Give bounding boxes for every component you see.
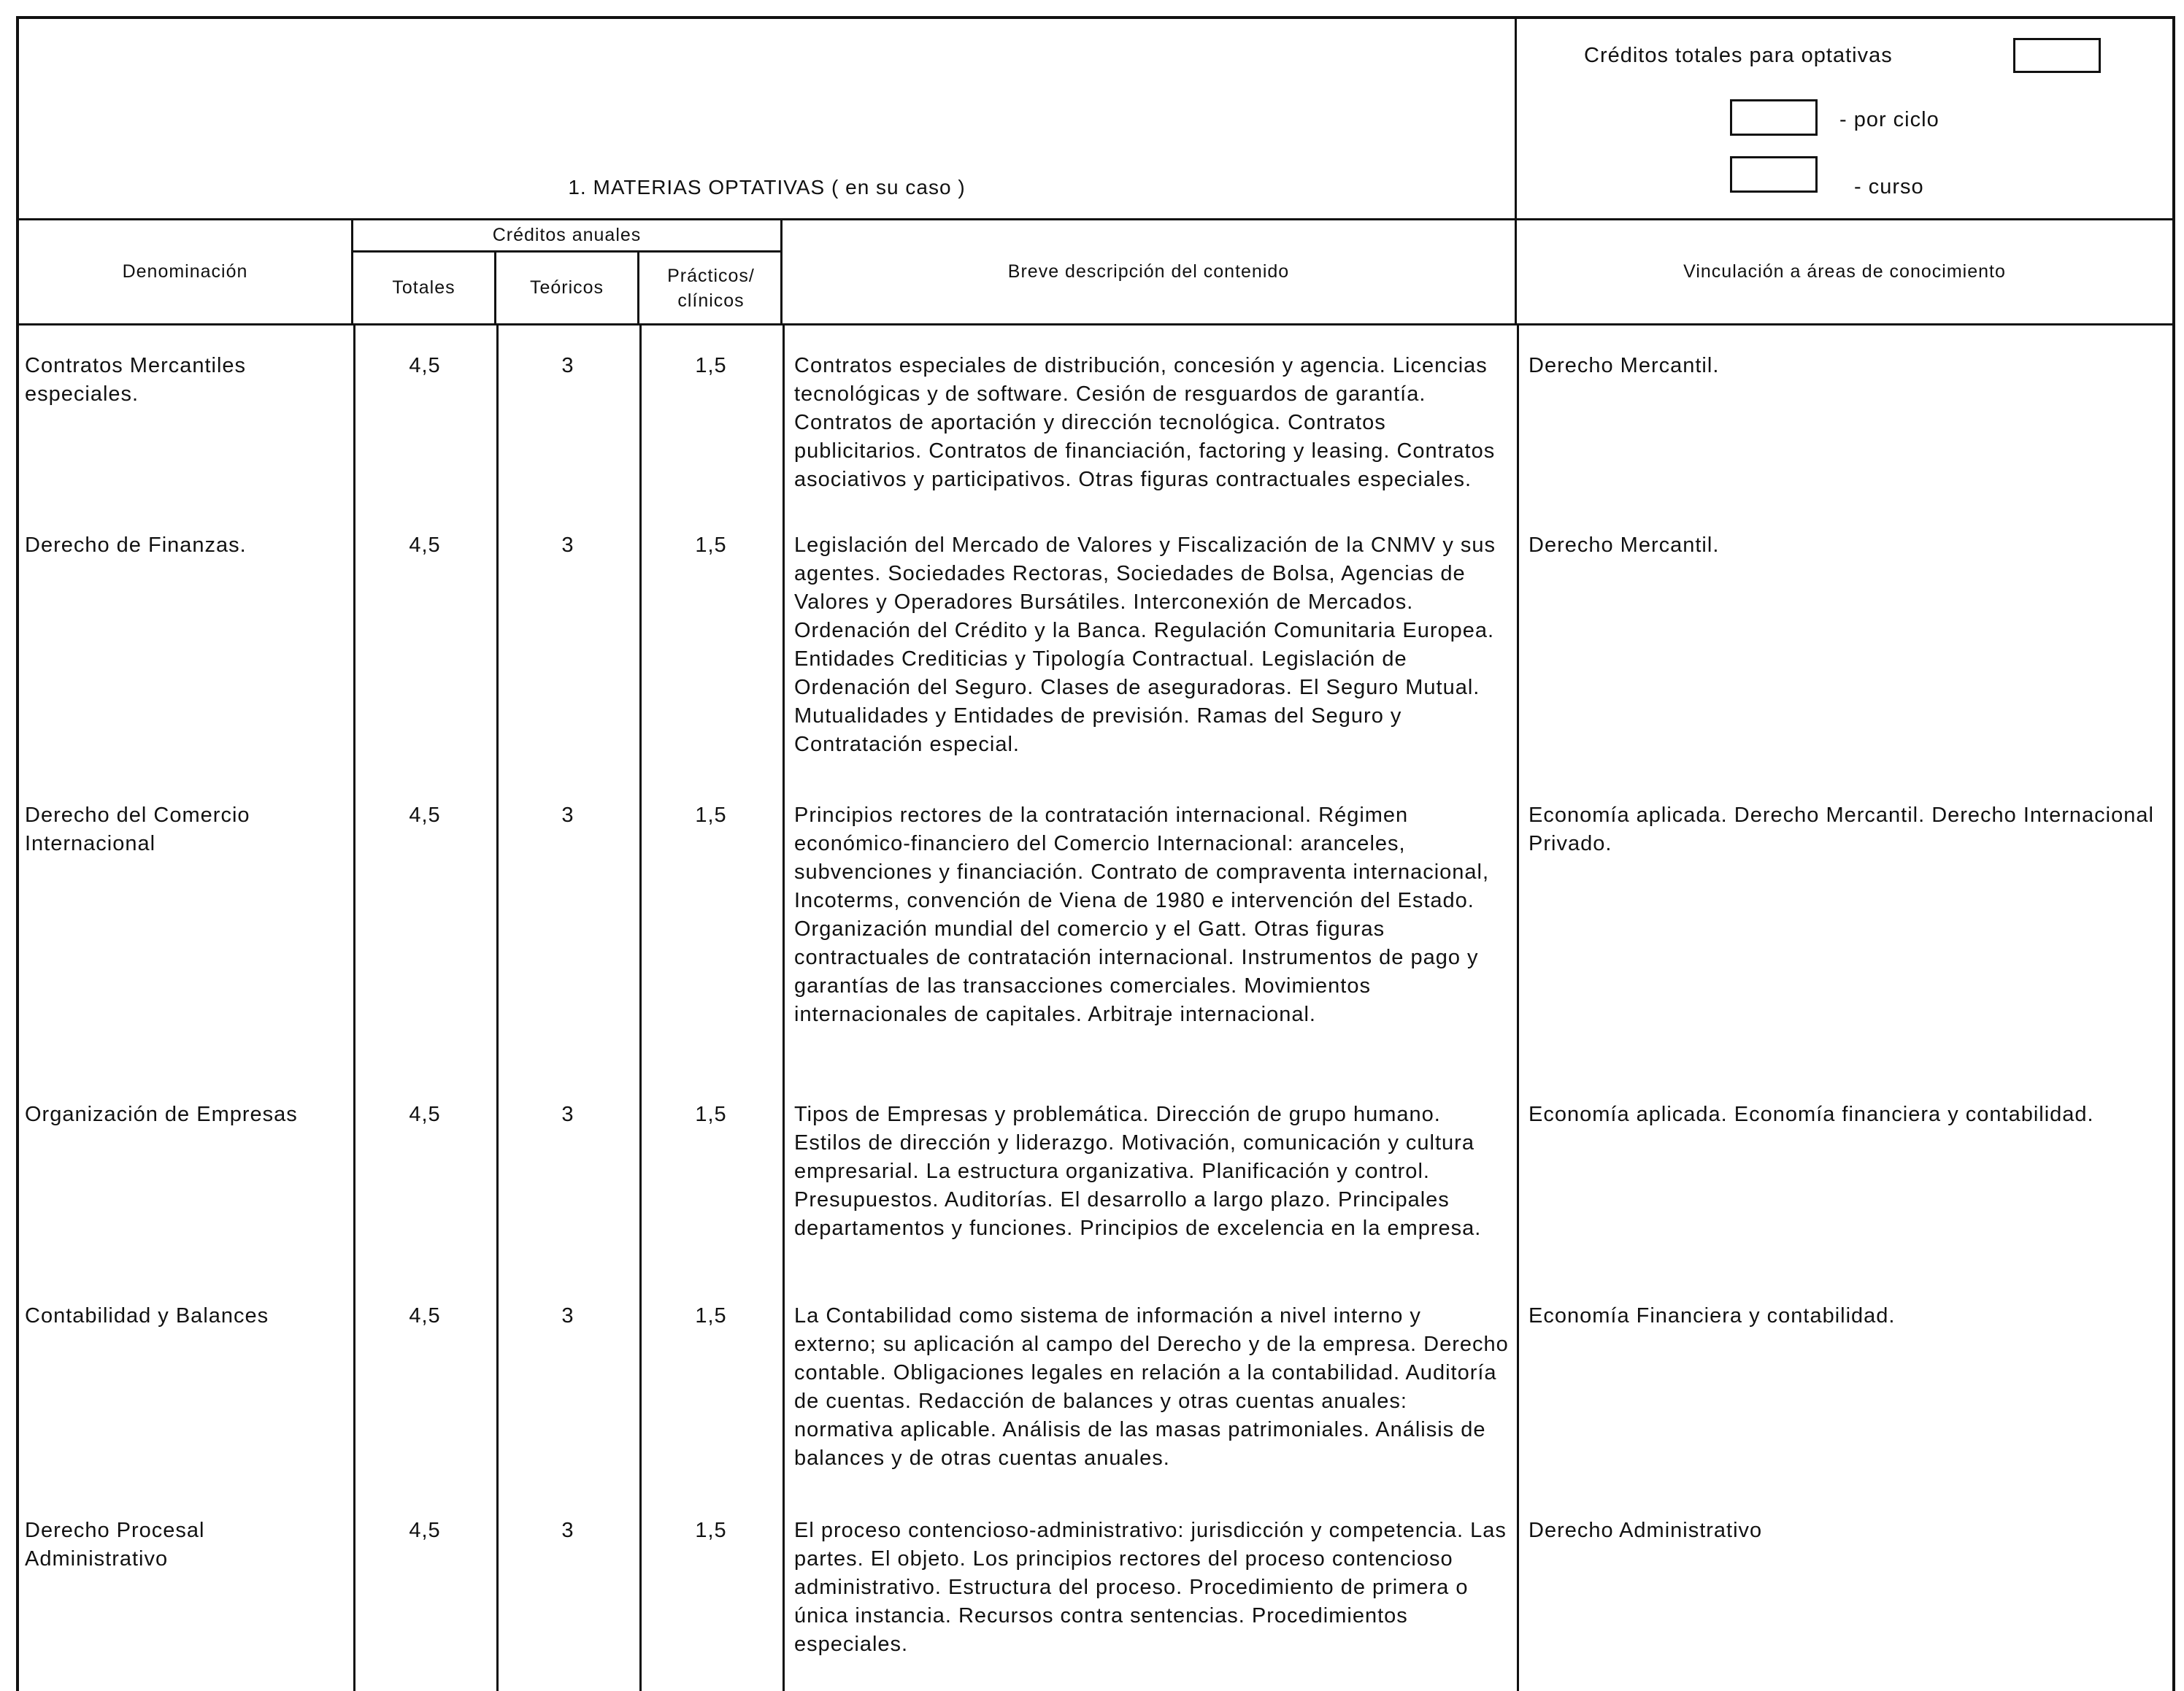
per-cycle-label: - por ciclo: [1839, 108, 1939, 131]
row-teoricos: 3: [561, 1304, 574, 1328]
total-credits-label: Créditos totales para optativas: [1584, 44, 1893, 67]
row-descripcion: Tipos de Empresas y problemática. Dirección de grupo humano. Estilos de dirección y liderazgo. Motivación, comunicación y cultura empresarial. La estructura organizativa. Planificación y control. Presupuestos. Auditorías. El desarrollo a largo plazo. Principales departamentos y funciones. Principios de excelencia en la empresa.: [794, 1103, 1482, 1240]
row-teoricos: 3: [561, 354, 574, 377]
col-totales: Totales: [353, 253, 496, 323]
row-practicos: 1,5: [695, 804, 727, 827]
row-practicos: 1,5: [695, 534, 727, 557]
row-practicos: 1,5: [695, 1519, 727, 1542]
column-rule: [639, 326, 642, 1691]
table-body: [19, 326, 2172, 1691]
col-vinculacion: Vinculación a áreas de conocimiento: [1683, 261, 2006, 282]
column-rule: [783, 326, 785, 1691]
row-vinculacion: Derecho Mercantil.: [1529, 534, 1720, 557]
row-practicos: 1,5: [695, 1304, 727, 1328]
row-denominacion: Organización de Empresas: [25, 1103, 298, 1126]
row-vinculacion: Economía aplicada. Derecho Mercantil. Derecho Internacional Privado.: [1529, 804, 2154, 855]
col-group-creditos: [353, 220, 783, 323]
row-teoricos: 3: [561, 1519, 574, 1542]
per-course-label: - curso: [1854, 175, 1924, 199]
per-cycle-box: [1730, 99, 1818, 136]
row-totales: 4,5: [409, 354, 441, 377]
row-descripcion: La Contabilidad como sistema de información a nivel interno y externo; su aplicación al campo del Derecho y de la empresa. Derecho contable. Obligaciones legales en relación a la contabilidad. Auditoría de cuentas. Redacción de balances y otras cuentas anuales: normativa aplicable. Análisis de las masas patrimoniales. Análisis de balances y de otras cuentas anuales.: [794, 1304, 1509, 1470]
row-vinculacion: Derecho Administrativo: [1529, 1519, 1763, 1542]
total-credits-box: [2013, 38, 2101, 73]
row-teoricos: 3: [561, 1103, 574, 1126]
column-header-row: [19, 220, 2172, 326]
row-teoricos: 3: [561, 534, 574, 557]
row-totales: 4,5: [409, 1103, 441, 1126]
col-creditos-anuales: Créditos anuales: [353, 220, 780, 253]
header-title-cell: [19, 19, 1517, 218]
row-totales: 4,5: [409, 1519, 441, 1542]
row-denominacion: Contabilidad y Balances: [25, 1304, 269, 1328]
row-totales: 4,5: [409, 1304, 441, 1328]
column-rule: [1517, 326, 1519, 1691]
table-header-band: [19, 19, 2172, 220]
row-vinculacion: Economía aplicada. Economía financiera y contabilidad.: [1529, 1103, 2094, 1126]
row-descripcion: Principios rectores de la contratación internacional. Régimen económico-financiero del Comercio Internacional: aranceles, subvenciones y financiación. Contrato de compraventa internacional, Incoterms, convención de Viena de 1980 e intervención del Estado. Organización mundial del comercio y el Gatt. Otras figuras contractuales de contratación internacional. Instrumentos de pago y garantías de las transacciones comerciales. Movimientos internacionales de capitales. Arbitraje internacional.: [794, 804, 1490, 1026]
row-descripcion: Contratos especiales de distribución, concesión y agencia. Licencias tecnológicas y de software. Cesión de resguardos de garantía. Contratos de aportación y dirección tecnológica. Contratos publicitarios. Contratos de financiación, factoring y leasing. Contratos asociativos y participativos. Otras figuras contractuales especiales.: [794, 354, 1496, 491]
row-teoricos: 3: [561, 804, 574, 827]
row-denominacion: Derecho Procesal Administrativo: [25, 1519, 205, 1571]
row-totales: 4,5: [409, 804, 441, 827]
col-denominacion: Denominación: [19, 220, 353, 323]
row-descripcion: El proceso contencioso-administrativo: jurisdicción y competencia. Las partes. El objeto. Los principios rectores del proceso contencioso administrativo. Estructura del proceso. Procedimiento de primera o única instancia. Recursos contra sentencias. Procedimientos especiales.: [794, 1519, 1507, 1656]
column-rule: [353, 326, 355, 1691]
row-descripcion: Legislación del Mercado de Valores y Fiscalización de la CNMV y sus agentes. Sociedades Rectoras, Sociedades de Bolsa, Agencias de Valores y Operadores Bursátiles. Interconexión de Mercados. Ordenación del Crédito y la Banca. Regulación Comunitaria Europea. Entidades Crediticias y Tipología Contractual. Legislación de Ordenación del Seguro. Clases de aseguradoras. El Seguro Mutual. Mutualidades y Entidades de previsión. Ramas del Seguro y Contratación especial.: [794, 534, 1496, 756]
col-teoricos: Teóricos: [496, 253, 639, 323]
row-totales: 4,5: [409, 534, 441, 557]
row-denominacion: Derecho de Finanzas.: [25, 534, 247, 557]
col-practicos: Prácticos/ clínicos: [667, 265, 755, 311]
per-course-box: [1730, 156, 1818, 193]
section-title: 1. MATERIAS OPTATIVAS ( en su caso ): [568, 176, 966, 199]
row-denominacion: Derecho del Comercio Internacional: [25, 804, 250, 855]
row-vinculacion: Derecho Mercantil.: [1529, 354, 1720, 377]
row-vinculacion: Economía Financiera y contabilidad.: [1529, 1304, 1896, 1328]
document-page: [16, 16, 2175, 1691]
row-practicos: 1,5: [695, 354, 727, 377]
credits-summary-cell: [1517, 19, 2172, 218]
col-descripcion: Breve descripción del contenido: [783, 220, 1517, 323]
row-denominacion: Contratos Mercantiles especiales.: [25, 354, 247, 406]
column-rule: [496, 326, 499, 1691]
row-practicos: 1,5: [695, 1103, 727, 1126]
